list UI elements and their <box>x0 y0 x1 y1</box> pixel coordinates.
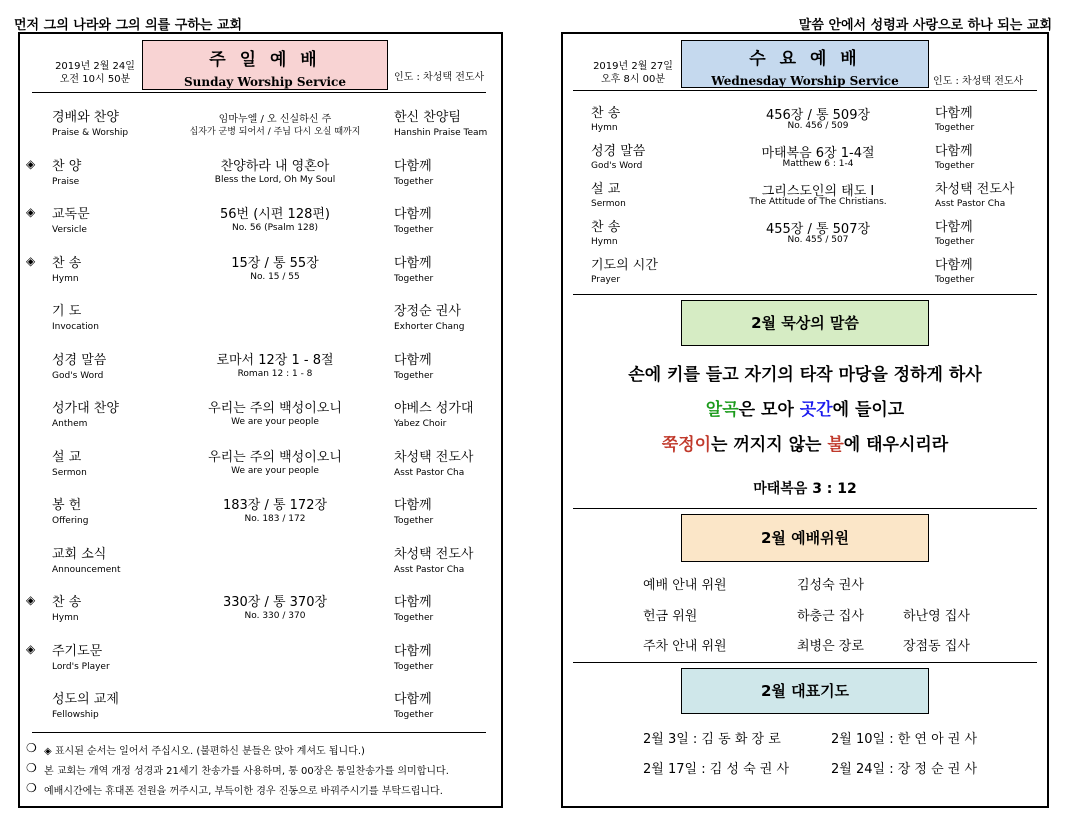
order-item-name: 교독문 <box>52 207 90 222</box>
note-text: 본 교회는 개역 개정 성경과 21세기 찬송가를 사용하며, 통 00장은 통일찬송가를 의미합니다. <box>44 766 449 777</box>
order-item-name: 찬 송 <box>591 220 621 235</box>
order-item-leader: 다함께 <box>394 692 432 707</box>
committee-member: 김성숙 권사 <box>797 578 864 593</box>
committee-role: 예배 안내 위원 <box>643 578 727 593</box>
order-item-name: 찬 송 <box>591 106 621 121</box>
order-item-leader: 다함께 <box>394 207 432 222</box>
order-item-name: 찬 송 <box>52 595 82 610</box>
meditation-line-3 <box>563 430 1047 455</box>
order-item-leader-eng: Together <box>394 273 434 284</box>
order-item-leader: 차성택 전도사 <box>935 182 1015 197</box>
note-text: ◈ 표시된 순서는 일어서 주십시오. (불편하신 분들은 앉아 계셔도 됩니다.) <box>44 746 365 757</box>
order-item-detail: 456장 / 통 509장 <box>765 108 871 123</box>
order-item-name-eng: Hymn <box>52 273 79 284</box>
order-item-name: 주기도문 <box>52 643 103 659</box>
sunday-title-eng: Sunday Worship Service <box>184 75 346 89</box>
order-item-leader-eng: Together <box>935 123 975 133</box>
order-item-leader-eng: Together <box>394 370 434 381</box>
sunday-leader: 인도 : 차성택 전도사 <box>394 72 485 83</box>
order-item-name-eng: Prayer <box>591 275 621 285</box>
meditation-word-barn: 곳간 <box>799 400 833 420</box>
prayer-title: 2월 대표기도 <box>681 668 929 714</box>
meditation-divider <box>573 294 1037 295</box>
sunday-title-box <box>142 40 388 90</box>
order-item-leader-eng: Together <box>394 176 434 187</box>
wednesday-divider-top <box>573 90 1037 91</box>
order-item-detail: 330장 / 통 370장 <box>222 595 328 610</box>
order-item-name: 성도의 교제 <box>52 692 119 707</box>
order-item-name: 설 교 <box>591 182 621 197</box>
order-item-detail-eng: Matthew 6 : 1-4 <box>782 159 854 169</box>
standing-mark-icon: ◈ <box>26 156 36 171</box>
committee-title: 2월 예배위원 <box>681 514 929 562</box>
note-bullet-icon: ❍ <box>26 741 37 755</box>
order-item-leader-eng: Together <box>935 275 975 285</box>
order-item-name: 성경 말씀 <box>591 144 646 159</box>
order-item-leader: 다함께 <box>394 158 432 174</box>
order-item-detail-eng: Bless the Lord, Oh My Soul <box>214 174 336 185</box>
committee-divider <box>573 508 1037 509</box>
order-item-leader-eng: Together <box>935 237 975 247</box>
meditation-line-2-end: 에 들이고 <box>832 400 905 420</box>
order-item-name-eng: Sermon <box>52 467 87 478</box>
committee-member: 하충근 집사 <box>797 608 864 624</box>
order-item-name: 교회 소식 <box>52 546 107 562</box>
committee-role: 주차 안내 위원 <box>643 639 727 654</box>
order-item-detail-eng: The Attitude of The Christians. <box>749 197 887 207</box>
meditation-reference: 마태복음 3 : 12 <box>753 481 857 497</box>
order-item-detail: 56번 (시편 128편) <box>220 207 330 222</box>
order-item-detail-eng: No. 183 / 172 <box>244 514 306 524</box>
order-item-leader-eng: Together <box>935 161 975 171</box>
meditation-word-grain: 알곡 <box>705 400 739 420</box>
order-item-leader-eng: Together <box>394 613 434 623</box>
note-text: 예배시간에는 휴대폰 전원을 꺼주시고, 부득이한 경우 진동으로 바꿔주시기를 부탁드립니다. <box>44 786 443 797</box>
order-item-name-eng: Praise <box>52 176 80 187</box>
order-item-detail-eng: No. 330 / 370 <box>244 611 306 621</box>
order-item-name-eng: Sermon <box>591 199 626 209</box>
sunday-divider-top <box>32 92 486 93</box>
standing-mark-icon: ◈ <box>26 641 36 656</box>
order-item-name: 경배와 찬양 <box>52 110 119 125</box>
order-item-detail-eng: No. 456 / 509 <box>787 121 849 131</box>
order-item-detail: 임마누엘 / 오 신실하신 주 <box>218 114 332 125</box>
order-item-detail: 우리는 주의 백성이오니 <box>208 401 342 416</box>
order-item-leader-eng: Exhorter Chang <box>394 322 465 332</box>
order-item-name: 성가대 찬양 <box>52 401 119 416</box>
standing-mark-icon: ◈ <box>26 593 36 607</box>
order-item-leader: 다함께 <box>935 106 973 121</box>
sunday-datetime <box>50 60 140 86</box>
order-item-detail: 마태복음 6장 1-4절 <box>761 146 875 161</box>
prayer-entry: 2월 10일 : 한 연 아 권 사 <box>831 732 978 747</box>
order-item-leader: 다함께 <box>394 498 432 513</box>
order-item-detail-eng: We are your people <box>231 465 319 476</box>
committee-member: 최병은 장로 <box>797 639 864 654</box>
wednesday-title-box <box>681 40 929 88</box>
committee-role: 헌금 위원 <box>643 608 698 624</box>
order-item-name-eng: Fellowship <box>52 710 99 720</box>
committee-member: 장점동 집사 <box>903 639 970 654</box>
order-item-name-eng: Praise & Worship <box>52 128 129 138</box>
note-bullet-icon: ❍ <box>26 761 37 775</box>
order-item-detail-eng: 십자가 군병 되어서 / 주님 다시 오실 때까지 <box>189 127 361 137</box>
order-item-leader-eng: Asst Pastor Cha <box>394 564 465 575</box>
sunday-title-kor: 주 일 예 배 <box>209 50 321 70</box>
sunday-divider-bottom <box>32 732 486 733</box>
wednesday-panel <box>561 32 1049 808</box>
order-item-name-eng: Versicle <box>52 225 87 235</box>
order-item-detail-eng: No. 15 / 55 <box>250 271 300 282</box>
order-item-name-eng: Lord's Player <box>52 661 110 672</box>
order-item-detail-eng: No. 455 / 507 <box>787 235 849 245</box>
order-item-leader-eng: Asst Pastor Cha <box>935 199 1006 209</box>
prayer-entry: 2월 3일 : 김 동 화 장 로 <box>643 732 781 747</box>
wednesday-leader: 인도 : 차성택 전도사 <box>933 76 1024 87</box>
order-item-leader-eng: Hanshin Praise Team <box>394 128 488 138</box>
wednesday-date: 2019년 2월 27일 <box>593 61 673 72</box>
order-item-leader: 차성택 전도사 <box>394 546 474 562</box>
prayer-entry: 2월 24일 : 장 정 순 권 사 <box>831 762 978 777</box>
header-left-motto: 먼저 그의 나라와 그의 의를 구하는 교회 <box>14 18 243 33</box>
order-item-detail-eng: Roman 12 : 1 - 8 <box>237 368 313 379</box>
order-item-leader-eng: Together <box>394 661 434 672</box>
wednesday-title-eng: Wednesday Worship Service <box>711 74 899 88</box>
order-item-leader: 다함께 <box>935 258 973 273</box>
meditation-word-fire: 불 <box>827 435 844 455</box>
order-item-name-eng: Hymn <box>591 123 618 133</box>
order-item-name-eng: Anthem <box>52 419 88 429</box>
order-item-name: 기 도 <box>52 304 82 319</box>
wednesday-title-kor: 수 요 예 배 <box>749 49 861 69</box>
order-item-name: 찬 송 <box>52 255 82 271</box>
committee-member: 하난영 집사 <box>903 608 970 624</box>
order-item-name-eng: God's Word <box>52 370 104 381</box>
order-item-leader-eng: Together <box>394 516 434 526</box>
order-item-detail: 찬양하라 내 영혼아 <box>220 158 330 174</box>
header-right-motto: 말씀 안에서 성령과 사랑으로 하나 되는 교회 <box>798 18 1052 33</box>
meditation-title: 2월 묵상의 말씀 <box>681 300 929 346</box>
order-item-name-eng: Offering <box>52 516 89 526</box>
sunday-date: 2019년 2월 24일 <box>55 61 135 72</box>
order-item-detail-eng: No. 56 (Psalm 128) <box>232 223 318 233</box>
order-item-name: 기도의 시간 <box>591 258 658 273</box>
wednesday-time: 오후 8시 00분 <box>600 74 666 85</box>
order-item-detail-eng: We are your people <box>231 417 319 427</box>
order-item-detail: 로마서 12장 1 - 8절 <box>216 352 334 368</box>
order-item-name-eng: Invocation <box>52 322 99 332</box>
sunday-panel <box>18 32 503 808</box>
order-item-name: 찬 양 <box>52 158 82 174</box>
order-item-leader: 다함께 <box>394 255 432 271</box>
order-item-leader: 차성택 전도사 <box>394 449 474 465</box>
order-item-leader-eng: Asst Pastor Cha <box>394 467 465 478</box>
standing-mark-icon: ◈ <box>26 253 36 268</box>
meditation-line-2-part: 은 모아 <box>738 400 800 420</box>
order-item-leader: 장정순 권사 <box>394 304 461 319</box>
order-item-name-eng: Hymn <box>52 613 79 623</box>
order-item-name-eng: God's Word <box>591 161 643 171</box>
meditation-line-3-end: 에 태우시리라 <box>843 435 949 455</box>
order-item-leader: 한신 찬양팀 <box>394 110 461 125</box>
order-item-name: 성경 말씀 <box>52 352 107 368</box>
order-item-leader: 다함께 <box>935 144 973 159</box>
order-item-leader-eng: Together <box>394 225 434 235</box>
order-item-leader-eng: Yabez Choir <box>394 419 447 429</box>
order-item-name: 설 교 <box>52 449 82 465</box>
note-bullet-icon: ❍ <box>26 781 37 795</box>
wednesday-datetime <box>583 60 683 86</box>
order-item-name-eng: Announcement <box>52 564 121 575</box>
prayer-divider <box>573 662 1037 663</box>
order-item-leader: 야베스 성가대 <box>394 401 474 416</box>
prayer-entry: 2월 17일 : 김 성 숙 권 사 <box>643 762 790 777</box>
order-item-detail: 우리는 주의 백성이오니 <box>208 449 342 465</box>
meditation-line-3-part: 는 꺼지지 않는 <box>711 435 828 455</box>
meditation-line-1: 손에 키를 들고 자기의 타작 마당을 정하게 하사 <box>628 365 982 385</box>
order-item-detail: 그리스도인의 태도 I <box>761 184 875 199</box>
order-item-detail: 183장 / 통 172장 <box>222 498 328 513</box>
order-item-detail: 455장 / 통 507장 <box>765 222 871 237</box>
order-item-detail: 15장 / 통 55장 <box>231 255 319 271</box>
standing-mark-icon: ◈ <box>26 205 36 219</box>
order-item-leader: 다함께 <box>394 595 432 610</box>
order-item-leader-eng: Together <box>394 710 434 720</box>
order-item-leader: 다함께 <box>935 220 973 235</box>
order-item-leader: 다함께 <box>394 643 432 659</box>
order-item-leader: 다함께 <box>394 352 432 368</box>
order-item-name-eng: Hymn <box>591 237 618 247</box>
meditation-word-chaff: 쭉정이 <box>661 435 712 455</box>
order-item-name: 봉 헌 <box>52 498 82 513</box>
sunday-time: 오전 10시 50분 <box>59 74 131 85</box>
meditation-line-2 <box>563 395 1047 420</box>
